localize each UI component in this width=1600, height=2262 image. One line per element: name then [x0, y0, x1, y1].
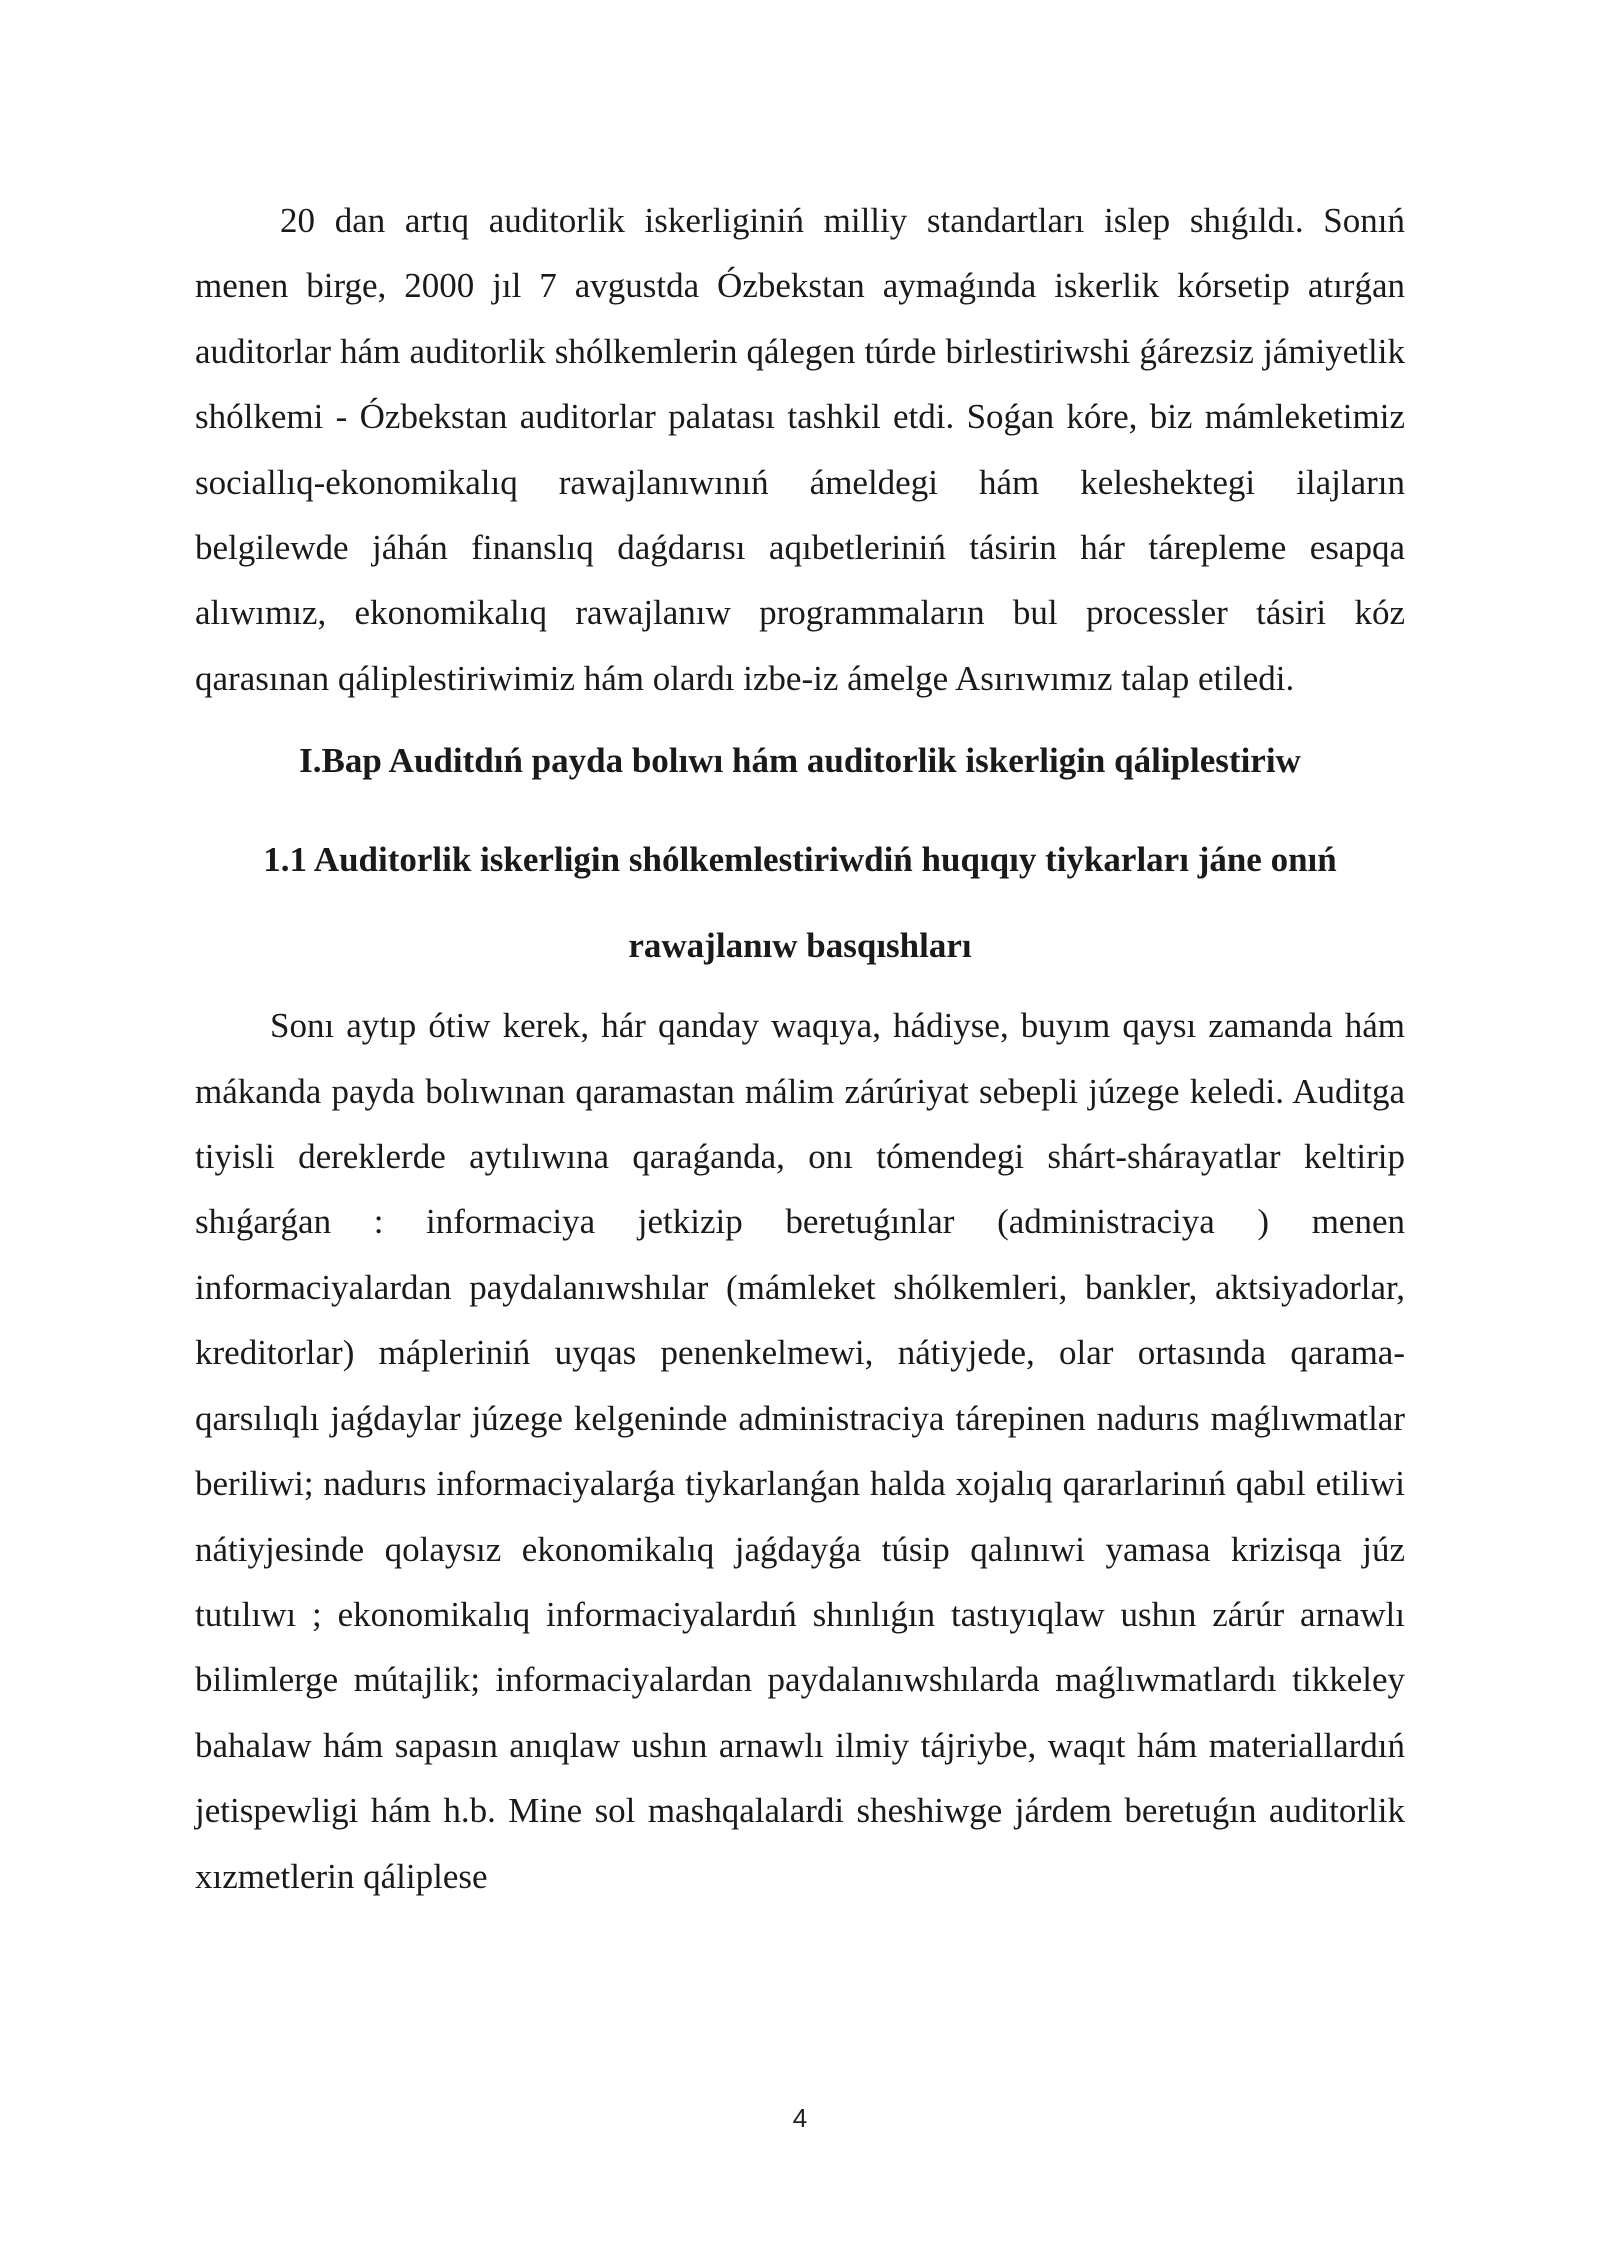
page-content: [195, 188, 1405, 1909]
body-paragraph-1: 20 dan artıq auditorlik iskerliginiń milliy standartları islep shıǵıldı. Sonıń menen birge, 2000 jıl 7 avgustda Ózbekstan aymaǵında iskerlik kórsetip atırǵan auditorlar hám auditorlik shólkemlerin qálegen túrde birlestiriwshi ǵárezsiz jámiyetlik shólkemi - Ózbekstan auditorlar palatası tashkil etdi. Soǵan kóre, biz mámleketimiz sociallıq-ekonomikalıq rawajlanıwınıń ámeldegi hám keleshektegi ilajların belgilewde jáhán finanslıq daǵdarısı aqıbetleriniń tásirin hár tárepleme esapqa alıwımız, ekonomikalıq rawajlanıw programmaların bul processler tásiri kóz qarasınan qáliplestiriwimiz hám olardı izbe-iz ámelge Asırıwımız talap etiledi.: [195, 201, 1405, 698]
body-paragraph-2: Sonı aytıp ótiw kerek, hár qanday waqıya, hádiyse, buyım qaysı zamanda hám mákanda payda bolıwınan qaramastan málim zárúriyat sebepli júzege keledi. Auditga tiyisli dereklerde aytılıwına qaraǵanda, onı tómendegi shárt-shárayatlar keltirip shıǵarǵan : informaciya jetkizip beretuǵınlar (administraciya ) menen informaciyalardan paydalanıwshılar (mámleket shólkemleri, bankler, aktsiyadorlar, kreditorlar) mápleriniń uyqas penenkelmewi, nátiyjede, olar ortasında qarama-qarsılıqlı jaǵdaylar júzege kelgeninde administraciya tárepinen nadurıs maǵlıwmatlar beriliwi; nadurıs informaciyalarǵa tiykarlanǵan halda xojalıq qararlarinıń qabıl etiliwi nátiyjesinde qolaysız ekonomikalıq jaǵdayǵa túsip qalınıwi yamasa krizisqa júz tutılıwı ; ekonomikalıq informaciyalardıń shınlıǵın tastıyıqlaw ushın zárúr arnawlı bilimlerge mútajlik; informaciyalardan paydalanıwshılarda maǵlıwmatlardı tikkeley bahalaw hám sapasın anıqlaw ushın arnawlı ilmiy tájriybe, waqıt hám materiallardıń jetispewligi hám h.b. Mine sol mashqalalardi sheshiwge járdem beretuǵın auditorlik xızmetlerin qáliplese: [195, 1006, 1405, 1896]
section-heading: 1.1 Auditorlik iskerligin shólkemlestiriwdiń huqıqıy tiykarları jáne onıń rawajlanıw basqıshları: [263, 840, 1337, 966]
chapter-heading: I.Bap Auditdıń payda bolıwı hám auditorlik iskerligin qáliplestiriw: [299, 741, 1301, 781]
page-number: 4: [792, 2103, 808, 2133]
